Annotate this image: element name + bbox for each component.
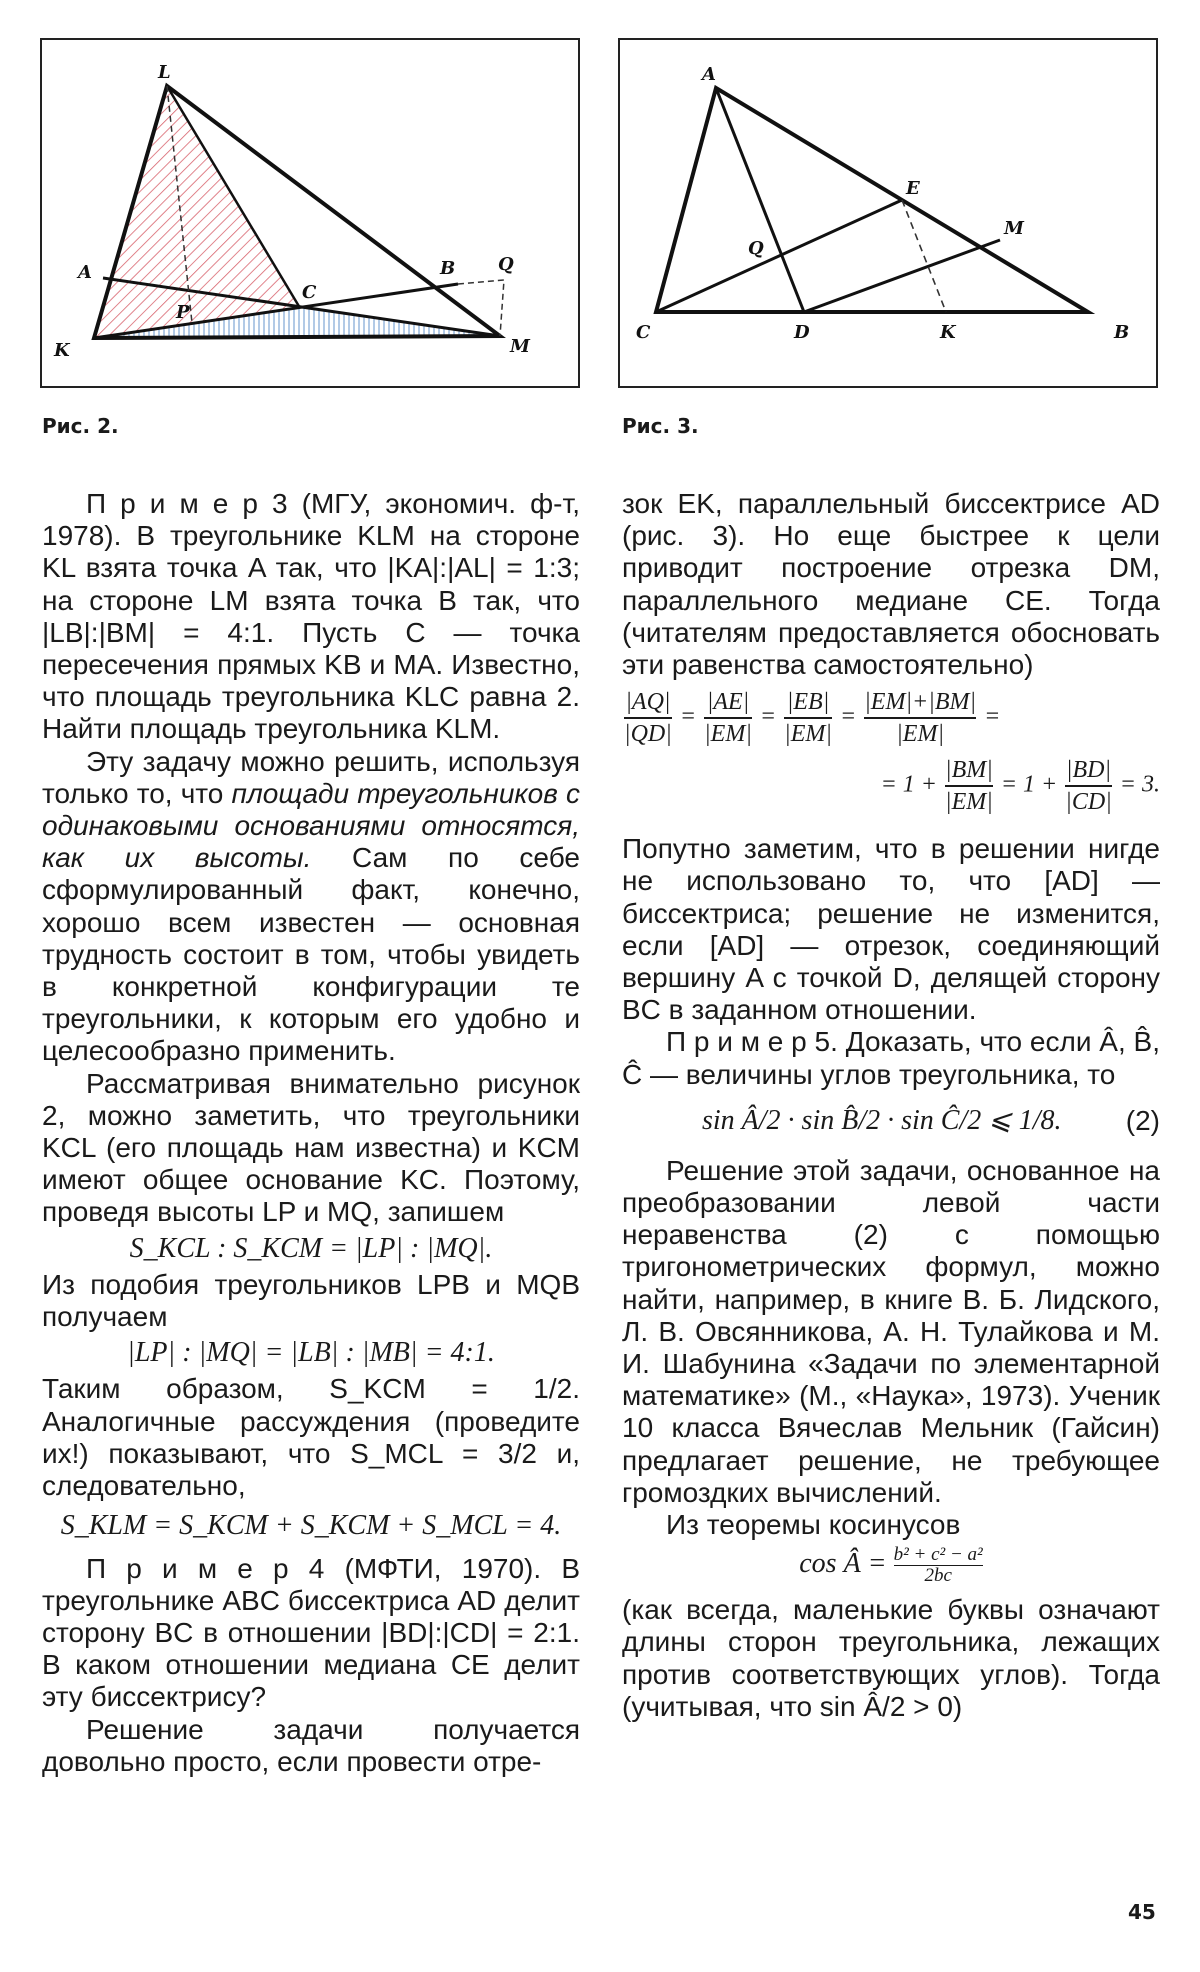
- left-column: [42, 488, 580, 1778]
- equation-2: |LP| : |MQ| = |LB| : |MB| = 4:1.: [127, 1337, 495, 1369]
- label-M: M: [510, 336, 530, 357]
- left-paragraph-7: Решение задачи получается довольно просто, если провести отре-: [42, 1713, 580, 1777]
- inequality-expression: sin Â/2 · sin B̂/2 · sin Ĉ/2 ⩽ 1/8.: [702, 1104, 1062, 1136]
- label-D: D: [794, 322, 810, 343]
- frac-em-bm-em: $\frac{|EM|+|BM|}{|EM|}$: [864, 689, 977, 748]
- figure-2-drawing: [42, 40, 578, 386]
- label-B: B: [440, 258, 456, 279]
- equation-1: S_KCL : S_KCM = |LP| : |MQ|.: [129, 1232, 493, 1264]
- label-M: M: [1004, 218, 1024, 239]
- frac-ae-em: $\frac{|AE|}{|EM|}$: [704, 689, 752, 748]
- right-paragraph-2: Попутно заметим, что в решении нигде не использовано то, что [AD] — биссектриса; решение не изменится, если [AD] — отрезок, соединяющий вершину A с точкой D, делящей сторону BC в заданном отношении.: [622, 833, 1160, 1026]
- figure-3: [618, 38, 1158, 388]
- right-column: [622, 488, 1160, 1723]
- triangle-abc: [656, 88, 1088, 312]
- label-Q: Q: [748, 238, 764, 259]
- figure-3-drawing: [620, 40, 1156, 386]
- label-A: A: [78, 262, 92, 283]
- right-paragraph-6: (как всегда, маленькие буквы означают длины сторон треугольника, лежащих против соответствующих углов). Тогда (учитывая, что sin Â/2 > 0): [622, 1594, 1160, 1722]
- figure-2-caption: Рис. 2.: [42, 414, 119, 438]
- right-paragraph-1: зок EK, параллельный биссектрисе AD (рис. 3). Но еще быстрее к цели приводит построение отрезка DM, параллельного медиане CE. Тогда (читателям предоставляется обосновать эти равенства самостоятельно): [622, 488, 1160, 681]
- label-C: C: [636, 322, 651, 343]
- triangle-klc-shading: [94, 86, 300, 338]
- segment-ek: [902, 200, 946, 312]
- label-C: C: [302, 282, 317, 303]
- example-5-statement: П р и м е р 5. Доказать, что если Â, B̂, Ĉ — величины углов треугольника, то: [622, 1026, 1160, 1090]
- frac-bd-cd: $\frac{|BD|}{|CD|}$: [1065, 757, 1112, 816]
- example-4-statement: П р и м е р 4 (МФТИ, 1970). В треугольнике ABC биссектриса AD делит сторону BC в отношении |BD|:|CD| = 2:1. В каком отношении медиана CE делит эту биссектрису?: [42, 1552, 580, 1713]
- frac-aq-qd: $\frac{|AQ|}{|QD|}$: [624, 689, 672, 748]
- figure-3-caption: Рис. 3.: [622, 414, 699, 438]
- label-E: E: [906, 178, 920, 199]
- right-paragraph-5: Из теоремы косинусов: [666, 1509, 961, 1541]
- left-paragraph-4: Из подобия треугольников LPB и MQB получаем: [42, 1268, 580, 1333]
- left-paragraph-3: Рассматривая внимательно рисунок 2, можно заметить, что треугольники KCL (его площадь нам известна) и KCM имеют общее основание KC. Поэтому, проведя высоты LP и MQ, запишем: [42, 1067, 580, 1228]
- left-paragraph-5: Таким образом, S_KCM = 1/2. Аналогичные рассуждения (проведите их!) показывают, что S_MCL = 3/2 и, следовательно,: [42, 1373, 580, 1502]
- cosine-fraction: $\frac{\text{b² + c² − a²}}{2bc}$: [893, 1544, 983, 1587]
- median-ce: [656, 200, 902, 312]
- right-paragraph-4: Решение этой задачи, основанное на преобразовании левой части неравенства (2) с помощью тригонометрических формул, можно найти, например, в книге В. Б. Лидского, Л. В. Овсянникова, А. Н. Тулайкова и М. И. Шабунина «Задачи по элементарной математике» (М., «Наука», 1973). Ученик 10 класса Вячеслав Мельник (Гайсин) предлагает решение, не требующее громоздких вычислений.: [622, 1154, 1160, 1508]
- ratio-chain-line-2: = 1 + $\frac{|BM|}{|EM|}$ = 1 + $\frac{|BD|}{|CD|}$ = 3.: [880, 757, 1160, 816]
- p2-emphasis: площади треугольников с одинаковыми основаниями относятся, как их высоты.: [42, 777, 580, 874]
- p2-part-a: Эту задачу можно решить, используя только то, что: [42, 745, 580, 809]
- example-3-statement: П р и м е р 3 (МГУ, экономич. ф-т, 1978). В треугольнике KLM на стороне KL взята точка A так, что |KA|:|AL| = 1:3; на стороне LM взята точка B так, что |LB|:|BM| = 4:1. Пусть C — точка пересечения прямых KB и MA. Известно, что площадь треугольника KLC равна 2. Найти площадь треугольника KLM.: [42, 488, 580, 745]
- segment-dm: [804, 240, 1000, 312]
- cosine-formula: cos Â = $\frac{\text{b² + c² − a²}}{2bc}$: [799, 1544, 983, 1587]
- label-K: K: [54, 340, 70, 361]
- left-paragraph-2: [42, 746, 580, 1068]
- equation-3: S_KLM = S_KCM + S_KCM + S_MCL = 4.: [60, 1510, 562, 1542]
- page-number: 45: [1128, 1900, 1156, 1924]
- label-Q: Q: [498, 254, 514, 275]
- label-B: B: [1114, 322, 1130, 343]
- label-A: A: [702, 64, 716, 85]
- frac-bm-em: $\frac{|BM|}{|EM|}$: [945, 757, 993, 816]
- label-L: L: [158, 62, 171, 83]
- label-P: P: [176, 302, 190, 323]
- figure-2: [40, 38, 580, 388]
- inequality-number: (2): [1125, 1104, 1160, 1136]
- label-K: K: [940, 322, 956, 343]
- p2-part-c: Сам по себе сформулированный факт, конечно, хорошо всем известен — основная трудность состоит в том, чтобы увидеть в конкретной конфигурации те треугольники, к которым его удобно и целесообразно применить.: [42, 842, 580, 1067]
- ratio-chain-line-1: $\frac{|AQ|}{|QD|}$ = $\frac{|AE|}{|EM|}$ = $\frac{|EB|}{|EM|}$ = $\frac{|EM|+|BM|}{|EM|}$ =: [624, 689, 1001, 748]
- inequality-2: [622, 1099, 1160, 1143]
- frac-eb-em: $\frac{|EB|}{|EM|}$: [784, 689, 832, 748]
